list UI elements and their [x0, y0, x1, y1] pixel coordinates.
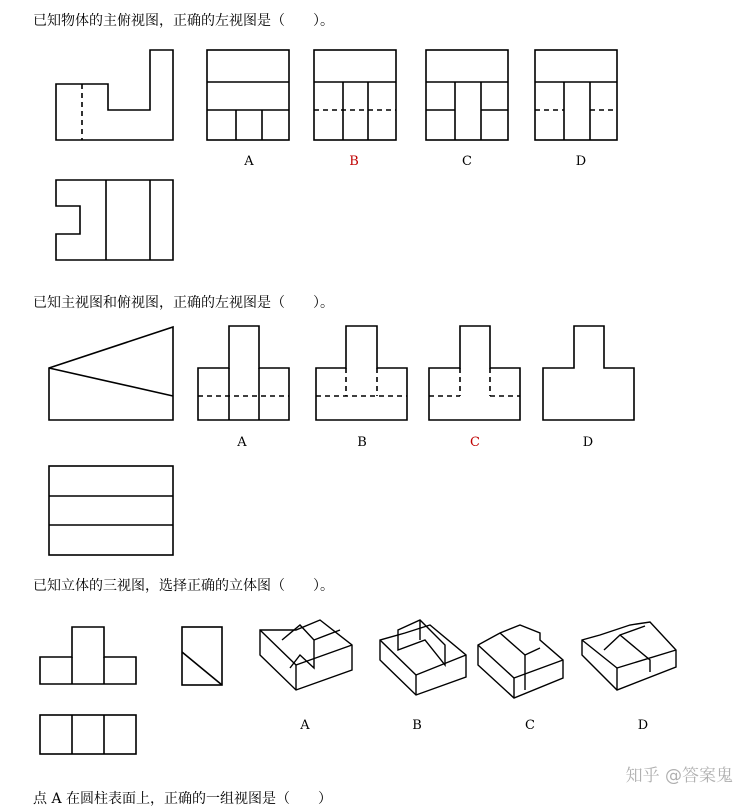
- q2-option-a-label: A: [237, 435, 247, 450]
- q1-option-a-label: A: [244, 154, 254, 169]
- q3-option-d-drawing: [582, 622, 676, 690]
- q3-top-view: [40, 715, 136, 754]
- q1-option-a-drawing: [207, 50, 289, 140]
- q2-option-c-drawing: [429, 326, 520, 420]
- watermark: 知乎 @答案鬼: [625, 766, 733, 786]
- q1-top-view: [56, 180, 173, 260]
- q3-option-c-label: C: [525, 718, 535, 733]
- q2-option-a-drawing: [198, 326, 289, 420]
- q2-option-d-label: D: [582, 435, 594, 450]
- question-3-text: 已知立体的三视图，选择正确的立体图（ ）。: [33, 578, 334, 594]
- question-4-text: 点 A 在圆柱表面上，正确的一组视图是（ ）: [33, 791, 333, 807]
- q1-option-c-drawing: [426, 50, 508, 140]
- q1-option-b-label: B: [349, 154, 359, 169]
- q2-option-b-label: B: [357, 435, 367, 450]
- question-1-text: 已知物体的主俯视图，正确的左视图是（ ）。: [33, 13, 334, 29]
- q1-option-d-label: D: [575, 154, 587, 169]
- q3-option-b-drawing: [380, 620, 466, 695]
- q1-option-d-drawing: [535, 50, 617, 140]
- q2-option-b-drawing: [316, 326, 407, 420]
- q1-front-view: [56, 50, 173, 140]
- q2-top-view: [49, 466, 173, 555]
- q3-option-d-label: D: [637, 718, 649, 733]
- q2-option-c-label: C: [470, 435, 480, 450]
- q1-option-b-drawing: [314, 50, 396, 140]
- q3-option-b-label: B: [412, 718, 422, 733]
- q3-option-c-drawing: [478, 625, 563, 698]
- q2-front-view: [49, 327, 173, 420]
- q3-option-a-label: A: [300, 718, 310, 733]
- q1-option-c-label: C: [462, 154, 472, 169]
- q3-side-view: [182, 627, 222, 685]
- q3-option-a-drawing: [260, 620, 352, 690]
- q3-front-view: [40, 627, 136, 684]
- q2-option-d-drawing: [543, 326, 634, 420]
- question-2-text: 已知主视图和俯视图，正确的左视图是（ ）。: [33, 295, 334, 311]
